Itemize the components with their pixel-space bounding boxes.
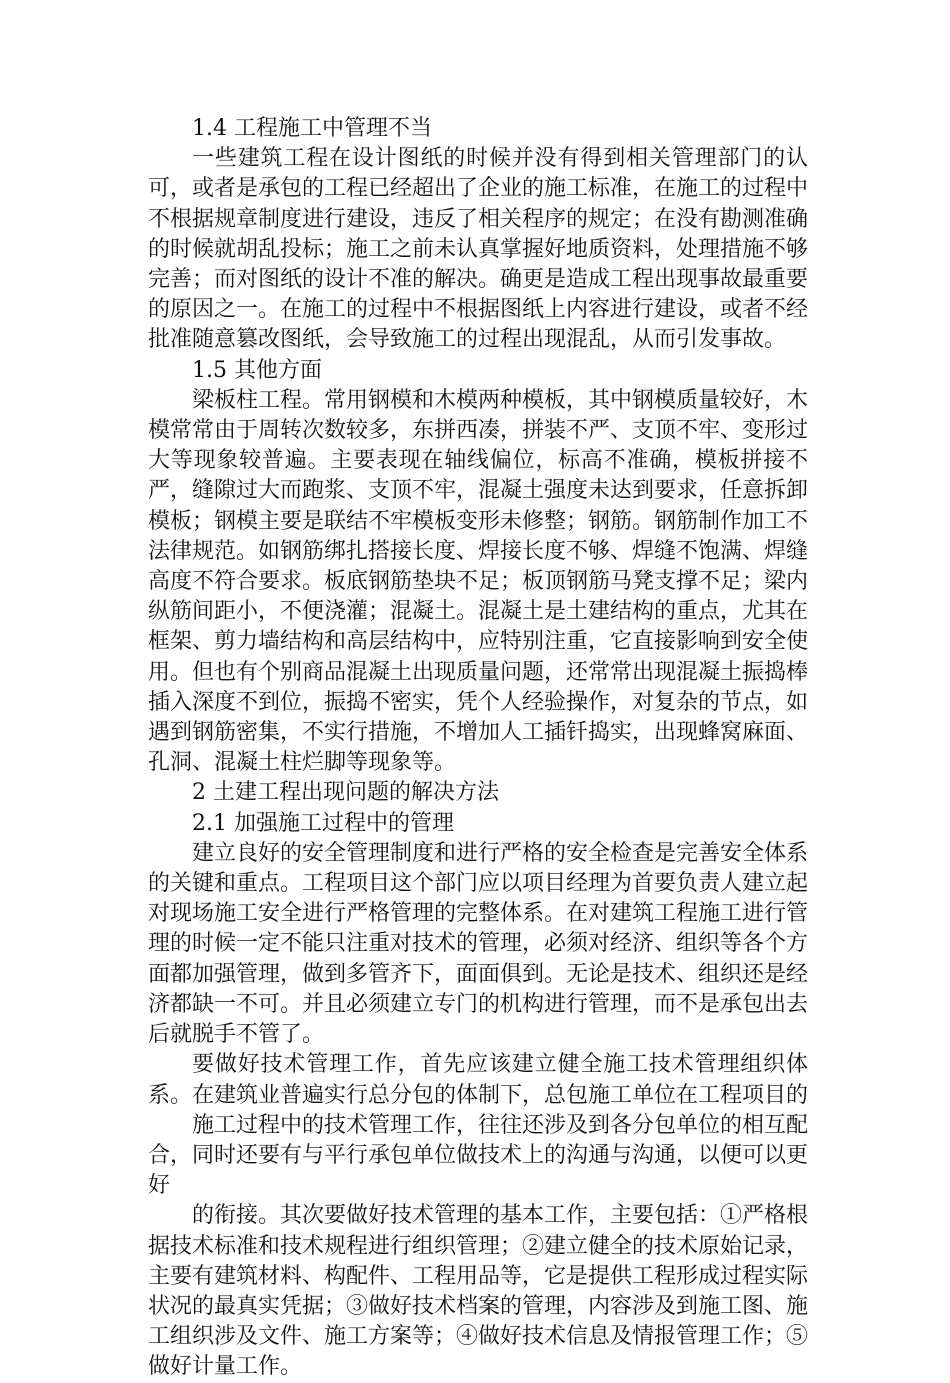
section-heading-1-4: 1.4 工程施工中管理不当 <box>192 116 432 141</box>
paragraph-coordination: 施工过程中的技术管理工作，往往还涉及到各分包单位的相互配合，同时还要有与平行承包单位做技术上的沟通与沟通，以便可以更好 <box>148 1112 809 1199</box>
paragraph-safety-management: 建立良好的安全管理制度和进行严格的安全检查是完善安全体系的关键和重点。工程项目这个部门应以项目经理为首要负责人建立起对现场施工安全进行严格管理的完整体系。在对建筑工程施工进行管理的时候一定不能只注重对技术的管理，必须对经济、组织等各个方面都加强管理，做到多管齐下，面面俱到。无论是技术、组织还是经济都缺一不可。并且必须建立专门的机构进行管理，而不是承包出去后就脱手不管了。 <box>148 840 809 1048</box>
section-heading-1-5: 1.5 其他方面 <box>192 357 322 383</box>
paragraph-technical-management: 要做好技术管理工作，首先应该建立健全施工技术管理组织体系。在建筑业普遍实行总分包的体制下，总包施工单位在工程项目的 <box>148 1052 809 1108</box>
document-page <box>148 114 808 1383</box>
section-heading-2: 2 土建工程出现问题的解决方法 <box>192 780 499 806</box>
paragraph-basic-work: 的衔接。其次要做好技术管理的基本工作，主要包括：①严格根据技术标准和技术规程进行组织管理；②建立健全的技术原始记录，主要有建筑材料、构配件、工程用品等，它是提供工程形成过程实际状况的最真实凭据；③做好技术档案的管理，内容涉及到施工图、施工组织涉及文件、施工方案等；④做好技术信息及情报管理工作；⑤做好计量工作。 <box>148 1203 809 1380</box>
paragraph-management-issues: 一些建筑工程在设计图纸的时候并没有得到相关管理部门的认可，或者是承包的工程已经超出了企业的施工标准，在施工的过程中不根据规章制度进行建设，违反了相关程序的规定；在没有勘测准确的时候就胡乱投标；施工之前未认真掌握好地质资料，处理措施不够完善；而对图纸的设计不准的解决。确更是造成工程出现事故最重要的原因之一。在施工的过程中不根据图纸上内容进行建设，或者不经批准随意篡改图纸，会导致施工的过程出现混乱，从而引发事故。 <box>148 146 809 353</box>
section-heading-2-1: 2.1 加强施工过程中的管理 <box>192 810 454 836</box>
paragraph-other-aspects: 梁板柱工程。常用钢模和木模两种模板，其中钢模质量较好，木模常常由于周转次数较多，东拼西凑，拼装不严、支顶不牢、变形过大等现象较普遍。主要表现在轴线偏位，标高不准确，模板拼接不严，缝隙过大而跑浆、支顶不牢，混凝土强度未达到要求，任意拆卸模板；钢模主要是联结不牢模板变形未修整；钢筋。钢筋制作加工不法律规范。如钢筋绑扎搭接长度、焊接长度不够、焊缝不饱满、焊缝高度不符合要求。板底钢筋垫块不足；板顶钢筋马凳支撑不足；梁内纵筋间距小，不便浇灌；混凝土。混凝土是土建结构的重点，尤其在框架、剪力墙结构和高层结构中，应特别注重，它直接影响到安全使用。但也有个别商品混凝土出现质量问题，还常常出现混凝土振捣棒插入深度不到位，振捣不密实，凭个人经验操作，对复杂的节点，如遇到钢筋密集，不实行措施，不增加人工插钎捣实，出现蜂窝麻面、孔洞、混凝土柱烂脚等现象等。 <box>148 387 809 776</box>
